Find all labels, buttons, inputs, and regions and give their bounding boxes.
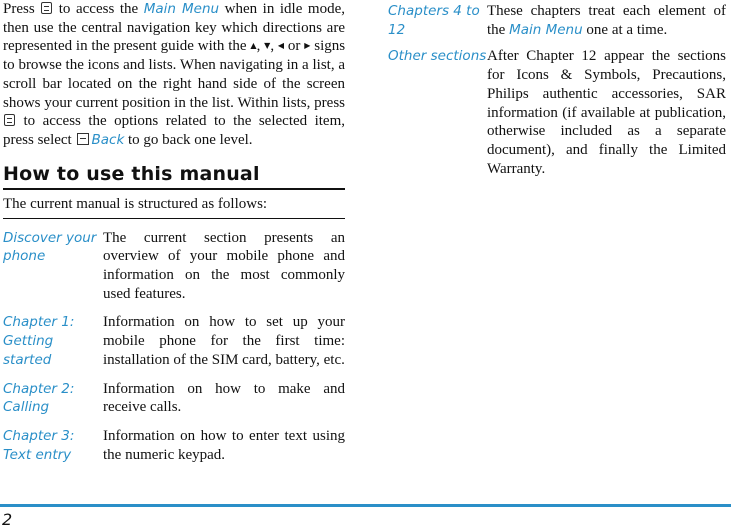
text-nav-key: when in idle mode, then use the central navigation key which directions are represented in the present guide with the xyxy=(3,1,345,55)
right-column xyxy=(388,2,726,186)
chapter-label: Other sections xyxy=(388,48,487,65)
chapter-label: Chapter 2: Calling xyxy=(3,380,75,416)
desc-text: one at a time. xyxy=(586,21,668,38)
down-arrow-icon: ▼ xyxy=(264,41,271,51)
chapter-label: Discover your phone xyxy=(3,229,97,265)
main-menu-term: Main Menu xyxy=(509,21,583,38)
chapter-row xyxy=(388,2,726,39)
text-or: or xyxy=(287,38,301,55)
chapter-label: Chapters 4 to 12 xyxy=(388,3,480,38)
chapter-row xyxy=(3,313,345,369)
main-menu-term: Main Menu xyxy=(143,1,220,17)
text-options: to access the options related to the selected item, press select xyxy=(3,113,346,148)
desc-text: These chapters treat each element of the xyxy=(487,3,726,38)
chapter-label: Chapter 1: Getting started xyxy=(3,314,75,368)
options-key-icon xyxy=(4,114,15,126)
section-heading: How to use this manual xyxy=(3,163,345,190)
text-signs: signs to browse the icons and lists. When navigating in a list, a scroll bar located on the right hand side of the screen shows your current position in the list. Within lists, press xyxy=(3,38,346,111)
menu-key-icon xyxy=(41,2,52,14)
chapter-row xyxy=(3,380,345,417)
back-term: Back xyxy=(91,131,125,148)
chapter-row xyxy=(3,229,345,304)
page-number: 2 xyxy=(2,510,13,529)
text-press: Press xyxy=(3,1,35,17)
comma-2: , xyxy=(270,38,275,55)
chapter-description: Information on how to make and receive calls. xyxy=(103,380,345,416)
left-column xyxy=(3,0,345,464)
chapter-label: Chapter 3: Text entry xyxy=(3,427,75,463)
up-arrow-icon: ▲ xyxy=(250,41,257,51)
chapter-row xyxy=(388,47,726,178)
text-go-back: to go back one level. xyxy=(128,131,253,148)
left-arrow-icon: ◀ xyxy=(277,41,285,51)
chapter-description: Information on how to enter text using the numeric keypad. xyxy=(103,427,345,463)
chapter-description: After Chapter 12 appear the sections for Icons & Symbols, Precautions, Philips authentic accessories, SAR information (if available at publication, otherwise included as a separate document), and finally the Limited Warranty. xyxy=(487,48,726,177)
chapter-description xyxy=(487,2,726,39)
intro-paragraph xyxy=(3,0,345,150)
footer-divider xyxy=(0,504,731,507)
back-key-icon xyxy=(77,133,89,145)
right-arrow-icon: ▶ xyxy=(304,41,311,51)
text-to-access: to access the xyxy=(58,1,139,17)
chapter-description: The current section presents an overview of your mobile phone and information on the most commonly used features. xyxy=(103,229,345,302)
chapter-description: Information on how to set up your mobile phone for the first time: installation of the SIM card, battery, etc. xyxy=(103,314,345,368)
chapter-row xyxy=(3,427,345,464)
comma-1: , xyxy=(256,38,261,55)
structure-intro: The current manual is structured as follows: xyxy=(3,196,345,219)
